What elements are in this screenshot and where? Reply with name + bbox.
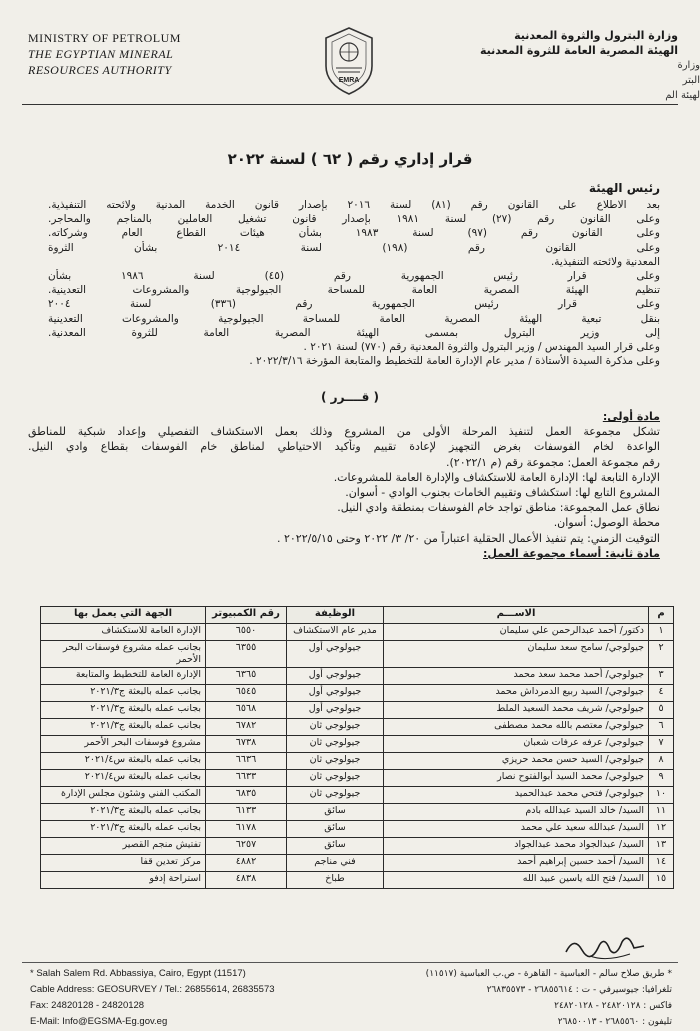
article-one bbox=[28, 409, 660, 561]
header-arabic bbox=[438, 28, 678, 58]
article-two-heading: مادة ثانية: أسماء مجموعة العمل: bbox=[483, 546, 660, 560]
computer-number: ٤٨٣٨ bbox=[206, 872, 287, 889]
member-name: جيولوجي/ السيد ربيع الدمرداش محمد bbox=[384, 685, 649, 702]
member-job: سائق bbox=[287, 804, 384, 821]
computer-number: ٦٦٣٣ bbox=[206, 770, 287, 787]
member-entity: بجانب عمله مشروع فوسفات البحر الأحمر bbox=[41, 641, 206, 668]
member-entity: بجانب عمله بالبعثة ج٢٠٢١/٣ bbox=[41, 685, 206, 702]
member-job: جيولوجي أول bbox=[287, 685, 384, 702]
header-en-line: RESOURCES AUTHORITY bbox=[28, 63, 172, 77]
member-name: السيد/ أحمد حسين إبراهيم أحمد bbox=[384, 855, 649, 872]
table-row bbox=[41, 719, 674, 736]
computer-number: ٦١٧٨ bbox=[206, 821, 287, 838]
member-job: جيولوجي أول bbox=[287, 641, 384, 668]
members-table bbox=[40, 606, 674, 889]
member-name: دكتور/ أحمد عبدالرحمن علي سليمان bbox=[384, 624, 649, 641]
preamble-line: المعدنية ولائحته التنفيذية. bbox=[550, 255, 660, 268]
row-number: ١٣ bbox=[649, 838, 674, 855]
preamble-line: وعلى القانون رقم (١٩٨) لسنة ٢٠١٤ بشأن الثروة bbox=[48, 241, 660, 254]
member-job: جيولوجي أول bbox=[287, 668, 384, 685]
computer-number: ٤٨٨٢ bbox=[206, 855, 287, 872]
member-job: جيولوجي ثان bbox=[287, 787, 384, 804]
article-line: المشروع التابع لها: استكشاف وتقييم الخامات بجنوب الوادي - أسوان. bbox=[345, 486, 660, 500]
preamble-line: بنقل تبعية الهيئة المصرية العامة للمساحة الجيولوجية والمشروعات التعدينية bbox=[48, 312, 660, 325]
article-line: تشكل مجموعة العمل لتنفيذ المرحلة الأولى من المشروع وذلك بعمل الاستكشاف التفصيلي وإعداد شبكية للمناطق bbox=[28, 425, 660, 439]
computer-number: ٦٥٥٠ bbox=[206, 624, 287, 641]
member-entity: مشروع فوسفات البحر الأحمر bbox=[41, 736, 206, 753]
article-line: نطاق عمل المجموعة: مناطق تواجد خام الفوسفات بمنطقة وادي النيل. bbox=[337, 501, 660, 515]
member-entity: الإدارة العامة للاستكشاف bbox=[41, 624, 206, 641]
row-number: ١ bbox=[649, 624, 674, 641]
footer-address: * Salah Salem Rd. Abbassiya, Cairo, Egypt (11517) bbox=[30, 968, 246, 979]
header-ar-line: وزارة البترول والثروة المعدنية bbox=[514, 29, 678, 42]
member-job: مدير عام الاستكشاف bbox=[287, 624, 384, 641]
table-row bbox=[41, 753, 674, 770]
member-name: جيولوجي/ معتصم بالله محمد مصطفى bbox=[384, 719, 649, 736]
member-entity: تفتيش منجم القصير bbox=[41, 838, 206, 855]
header-ar-cut-line: وزارة البتر bbox=[677, 60, 700, 86]
table-row bbox=[41, 641, 674, 668]
computer-number: ٦٣٦٥ bbox=[206, 668, 287, 685]
computer-number: ٦٦٣٦ bbox=[206, 753, 287, 770]
footer-ar-phone: تليفون : ٢٦٨٥٥٦٠ - ٢٦٨٥٠٠١٣ bbox=[557, 1017, 672, 1027]
member-job: جيولوجي ثان bbox=[287, 719, 384, 736]
member-job: سائق bbox=[287, 838, 384, 855]
header-divider bbox=[22, 104, 678, 105]
member-job: جيولوجي ثان bbox=[287, 736, 384, 753]
table-row bbox=[41, 668, 674, 685]
column-header-number: م bbox=[649, 607, 674, 624]
footer-fax: Fax: 24820128 - 24820128 bbox=[30, 1000, 145, 1011]
article-one-heading: مادة أولى: bbox=[602, 410, 660, 423]
member-name: جيولوجي/ فتحي محمد عبدالحميد bbox=[384, 787, 649, 804]
preamble bbox=[48, 198, 660, 368]
row-number: ٤ bbox=[649, 685, 674, 702]
member-entity: بجانب عمله بالبعثة ج٢٠٢١/٣ bbox=[41, 719, 206, 736]
member-name: جيولوجي/ سامح سعد سليمان bbox=[384, 641, 649, 668]
article-line: رقم مجموعة العمل: مجموعة رقم (م ٢٠٢٢/١). bbox=[445, 455, 660, 469]
table-row bbox=[41, 624, 674, 641]
member-name: السيد/ فتح الله ياسين عبيد الله bbox=[384, 872, 649, 889]
row-number: ١٤ bbox=[649, 855, 674, 872]
table-row bbox=[41, 787, 674, 804]
member-job: سائق bbox=[287, 821, 384, 838]
computer-number: ٦٥٦٨ bbox=[206, 702, 287, 719]
member-entity: بجانب عمله بالبعثة س٢٠٢١/٤ bbox=[41, 770, 206, 787]
member-job: جيولوجي أول bbox=[287, 702, 384, 719]
row-number: ٧ bbox=[649, 736, 674, 753]
computer-number: ٦٧٣٨ bbox=[206, 736, 287, 753]
authority-logo-icon bbox=[318, 24, 380, 98]
row-number: ٨ bbox=[649, 753, 674, 770]
member-name: جيولوجي/ عرفه عرفات شعبان bbox=[384, 736, 649, 753]
table-header-row bbox=[41, 607, 674, 624]
computer-number: ٦٥٤٥ bbox=[206, 685, 287, 702]
preamble-line: وعلى قرار رئيس الجمهورية رقم (٤٥) لسنة ١٩٨٦ بشأن bbox=[48, 270, 660, 283]
member-job: جيولوجي ثان bbox=[287, 770, 384, 787]
row-number: ١٢ bbox=[649, 821, 674, 838]
column-header-entity: الجهة التي يعمل بها bbox=[41, 607, 206, 624]
row-number: ١١ bbox=[649, 804, 674, 821]
member-entity: المكتب الفني وشئون مجلس الإدارة bbox=[41, 787, 206, 804]
preamble-line: تنظيم الهيئة المصرية العامة للمساحة الجيولوجية والمشروعات التعدينية. bbox=[48, 284, 660, 297]
member-name: السيد/ عبدالجواد محمد عبدالجواد bbox=[384, 838, 649, 855]
header-ar-line: الهيئة المصرية العامة للثروة المعدنية bbox=[479, 44, 678, 57]
footer-cable: Cable Address: GEOSURVEY / Tel.: 26855614, 26835573 bbox=[30, 984, 275, 995]
footer-english bbox=[30, 966, 275, 1030]
row-number: ٥ bbox=[649, 702, 674, 719]
row-number: ٦ bbox=[649, 719, 674, 736]
article-line: محطة الوصول: أسوان. bbox=[553, 516, 660, 530]
article-line: الإدارة التابعة لها: الإدارة العامة للاستكشاف والإدارة العامة للمشروعات. bbox=[333, 470, 660, 484]
preamble-line: بعد الاطلاع على القانون رقم (٨١) لسنة ٢٠١٦ بإصدار قانون الخدمة المدنية ولائحته التنفيذية. bbox=[48, 199, 660, 211]
header-arabic-cut bbox=[660, 58, 700, 103]
member-entity: الإدارة العامة للتخطيط والمتابعة bbox=[41, 668, 206, 685]
member-job: فني مناجم bbox=[287, 855, 384, 872]
header-ar-cut-line: لهيئة الم bbox=[665, 90, 700, 101]
logo-text: EMRA bbox=[338, 77, 360, 84]
computer-number: ٦٧٨٢ bbox=[206, 719, 287, 736]
row-number: ٣ bbox=[649, 668, 674, 685]
article-line: الواعدة لخام الفوسفات بغرض التجهيز لإعادة تقييم وتأكيد الاحتياطي لمناطق خام الفوسفات بقطاع وادي النيل. bbox=[28, 440, 660, 454]
computer-number: ٦٣٥٥ bbox=[206, 641, 287, 668]
article-line: التوقيت الزمني: يتم تنفيذ الأعمال الحقلية اعتباراً من ٢٠/ ٣/ ٢٠٢٢ وحتى ٢٠٢٢/٥/١٥ . bbox=[276, 531, 660, 545]
column-header-name: الاســـم bbox=[384, 607, 649, 624]
member-entity: بجانب عمله بالبعثة ج٢٠٢١/٣ bbox=[41, 804, 206, 821]
footer-ar-cable: تلغرافيا: جيوسيرفي - ت : ٢٦٨٥٥٦١٤ - ٢٦٨٣٥٥٧٣ bbox=[486, 985, 672, 995]
member-entity: بجانب عمله بالبعثة ج٢٠٢١/٣ bbox=[41, 702, 206, 719]
preamble-line: إلى وزير البترول بمسمى الهيئة المصرية العامة للثروة المعدنية. bbox=[48, 326, 660, 339]
column-header-code: رقم الكمبيوتر bbox=[206, 607, 287, 624]
computer-number: ٦٢٥٧ bbox=[206, 838, 287, 855]
signature-icon bbox=[560, 928, 650, 966]
member-entity: مركز تعدين قفا bbox=[41, 855, 206, 872]
member-job: جيولوجي ثان bbox=[287, 753, 384, 770]
member-name: جيولوجي/ محمد السيد أبوالفتوح نصار bbox=[384, 770, 649, 787]
issuer-role: رئيس الهيئة bbox=[588, 181, 660, 195]
member-entity: بجانب عمله بالبعثة س٢٠٢١/٤ bbox=[41, 753, 206, 770]
table-row bbox=[41, 872, 674, 889]
table-row bbox=[41, 804, 674, 821]
decision-heading: ( قــــرر ) bbox=[321, 390, 379, 404]
preamble-line: وعلى قرار رئيس الجمهورية رقم (٣٣٦) لسنة ٢٠٠٤ bbox=[48, 298, 660, 311]
row-number: ٢ bbox=[649, 641, 674, 668]
table-row bbox=[41, 736, 674, 753]
row-number: ٩ bbox=[649, 770, 674, 787]
table-row bbox=[41, 685, 674, 702]
footer-divider bbox=[22, 962, 678, 963]
header-en-line: MINISTRY OF PETROLUM bbox=[28, 31, 181, 45]
table-row bbox=[41, 855, 674, 872]
column-header-job: الوظيفة bbox=[287, 607, 384, 624]
preamble-line: وعلى قرار السيد المهندس / وزير البترول والثروة المعدنية رقم (٧٧٠) لسنة ٢٠٢١ . bbox=[303, 341, 660, 354]
member-entity: بجانب عمله بالبعثة ج٢٠٢١/٣ bbox=[41, 821, 206, 838]
header-english bbox=[28, 30, 181, 78]
preamble-line: وعلى مذكرة السيدة الأستاذة / مدير عام الإدارة العامة للتخطيط والمتابعة المؤرخة ٢٠٢٢/٣/١٦ . bbox=[249, 355, 660, 368]
footer-ar-fax: فاكس : ٢٤٨٢٠١٢٨ - ٢٤٨٢٠١٢٨ bbox=[554, 1001, 672, 1011]
member-name: جيولوجي/ شريف محمد السعيد الملط bbox=[384, 702, 649, 719]
footer-email: E-Mail: Info@EGSMA-Eg.gov.eg bbox=[30, 1016, 168, 1027]
preamble-line: وعلى القانون رقم (٢٧) لسنة ١٩٨١ بإصدار قانون تشغيل العاملين بالمناجم والمحاجر. bbox=[48, 213, 660, 226]
preamble-line: وعلى القانون رقم (٩٧) لسنة ١٩٨٣ بشأن هيئات القطاع العام وشركاته. bbox=[48, 227, 660, 240]
row-number: ١٠ bbox=[649, 787, 674, 804]
computer-number: ٦١٣٣ bbox=[206, 804, 287, 821]
header-en-line: THE EGYPTIAN MINERAL bbox=[28, 47, 174, 61]
decree-title: قرار إداري رقم ( ٦٢ ) لسنة ٢٠٢٢ bbox=[227, 150, 473, 168]
table-row bbox=[41, 838, 674, 855]
table-row bbox=[41, 821, 674, 838]
member-entity: استراحة إدفو bbox=[41, 872, 206, 889]
table-row bbox=[41, 770, 674, 787]
table-row bbox=[41, 702, 674, 719]
computer-number: ٦٨٣٥ bbox=[206, 787, 287, 804]
member-job: طباخ bbox=[287, 872, 384, 889]
footer-ar-address: * طريق صلاح سالم - العباسية - القاهرة - ص.ب العباسية (١١٥١٧) bbox=[425, 969, 672, 979]
member-name: السيد/ عبدالله سعيد علي محمد bbox=[384, 821, 649, 838]
member-name: السيد/ خالد السيد عبدالله بادم bbox=[384, 804, 649, 821]
member-name: جيولوجي/ أحمد محمد سعد محمد bbox=[384, 668, 649, 685]
member-name: جيولوجي/ السيد حسن محمد حريزي bbox=[384, 753, 649, 770]
row-number: ١٥ bbox=[649, 872, 674, 889]
footer-arabic bbox=[372, 966, 672, 1030]
